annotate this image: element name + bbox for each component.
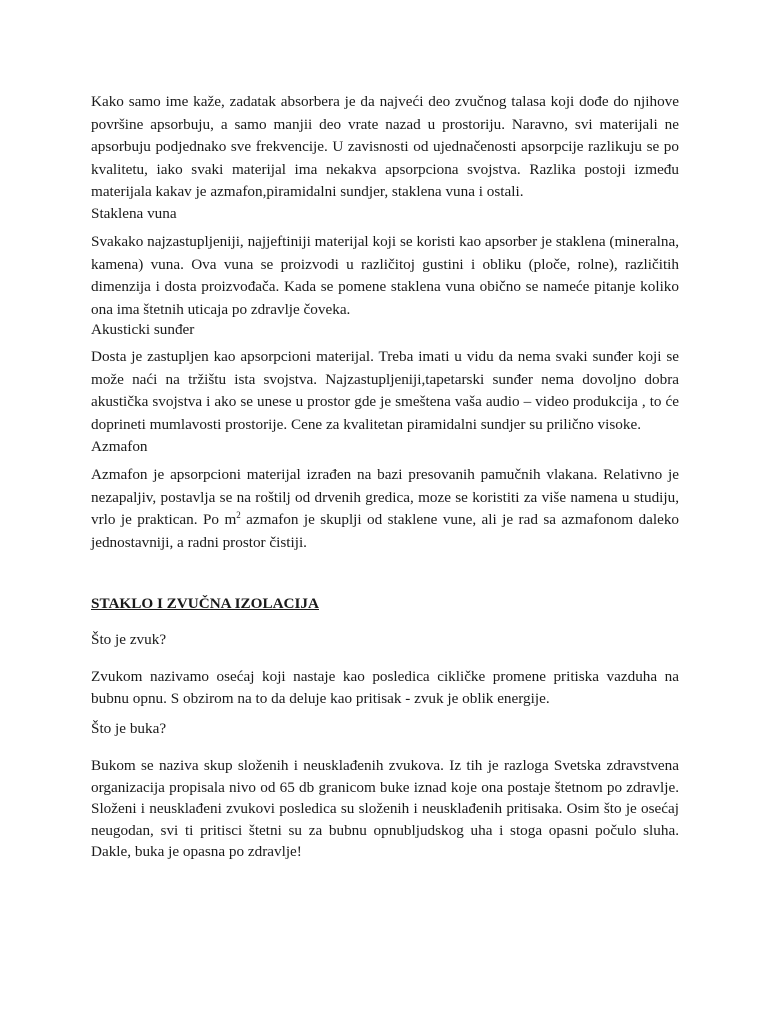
heading-azmafon: Azmafon <box>91 438 148 455</box>
heading-akusticki-sundjer: Akusticki sunđer <box>91 321 195 338</box>
azmafon-text-b: azmafon je skuplji od staklene vune, ali je rad sa azmafonom daleko jednostavniji, a radni prostor čistiji. <box>91 511 680 551</box>
azmafon-text-a: Azmafon je apsorpcioni materijal izrađen na bazi presovanih pamučnih vlakana. Relativno je nezapaljiv, postavlja se na roštilj od drvenih gredica, moze se koristiti za više namena u studiju, vrlo je praktican. Po m <box>91 466 679 529</box>
section-title: STAKLO I ZVUČNA IZOLACIJA <box>91 595 319 612</box>
staklena-vuna-paragraph: Svakako najzastupljeniji, najjeftiniji materijal koji se koristi kao apsorber je staklena (mineralna, kamena) vuna. Ova vuna se proizvodi u različitoj gustini i obliku (ploče, rolne), različitih dimenzija i dosta proizvođača. Kada se pomene staklena vuna obično se nameće pitanje koliko ona ima štetnih uticaja po zdravlje čoveka. <box>91 233 679 318</box>
answer-zvuk: Zvukom nazivamo osećaj koji nastaje kao posledica cikličke promene pritiska vazduha na bubnu opnu. S obzirom na to da deluje kao pritisak - zvuk je oblik energije. <box>91 668 679 707</box>
heading-staklena-vuna: Staklena vuna <box>91 205 177 222</box>
azmafon-paragraph <box>91 464 679 554</box>
question-buka: Što je buka? <box>91 720 167 737</box>
azmafon-superscript: 2 <box>236 510 241 521</box>
answer-buka: Bukom se naziva skup složenih i neusklađenih zvukova. Iz tih je razloga Svetska zdravstvena organizacija propisala nivo od 65 db granicom buke iznad koje ona postaje štetnom po zdravlje. Složeni i neusklađeni zvukovi posledica su složenih i neusklađenih pritisaka. Osim što je osećaj neugodan, svi ti pritisci štetni su za bubnu opnubljudskog uha i stoga opasni počulo sluha. Dakle, buka je opasna po zdravlje! <box>91 757 679 860</box>
sundjer-paragraph: Dosta je zastupljen kao apsorpcioni materijal. Treba imati u vidu da nema svaki sunđer koji se može naći na tržištu ista svojstva. Najzastupljeniji,tapetarski sunđer nema dovoljno dobra akustička svojstva i ako se unese u prostor gde je smeštena vaša audio – video produkcija , to će doprineti mumlavosti prostorije. Cene za kvalitetan piramidalni sundjer su prilično visoke. <box>91 348 679 433</box>
question-zvuk: Što je zvuk? <box>91 631 167 648</box>
intro-paragraph: Kako samo ime kaže, zadatak absorbera je da najveći deo zvučnog talasa koji dođe do njihove površine apsorbuju, a samo manjii deo vrate nazad u prostoriju. Naravno, svi materijali ne apsorbuju podjednako sve frekvencije. U zavisnosti od ujednačenosti apsorpcije razlikuju se po kvalitetu, iako svaki materijal ima nekakva apsorpciona svojstva. Razlika postoji između materijala kakav je azmafon,piramidalni sundjer, staklena vuna i ostali. <box>91 93 679 201</box>
